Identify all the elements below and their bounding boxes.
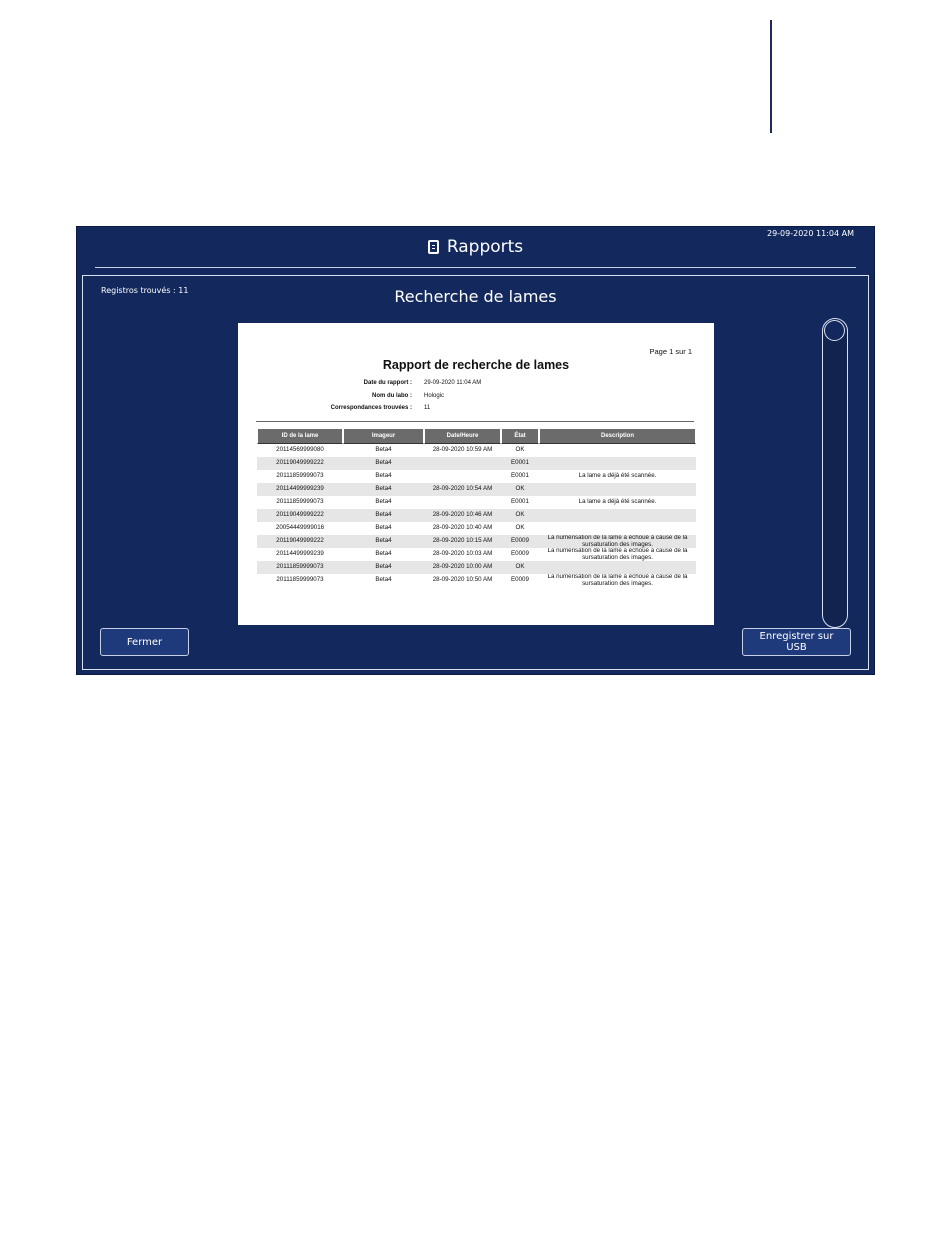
table-cell: 28-09-2020 10:40 AM: [424, 522, 501, 535]
table-cell: Beta4: [343, 509, 424, 522]
table-cell: 28-09-2020 10:00 AM: [424, 561, 501, 574]
table-row: [257, 470, 696, 483]
table-cell: Beta4: [343, 470, 424, 483]
table-cell: Beta4: [343, 548, 424, 561]
column-header: Description: [539, 428, 696, 444]
document-icon: [428, 240, 439, 254]
table-row: [257, 483, 696, 496]
column-header: État: [501, 428, 539, 444]
table-cell: 20111859999073: [257, 574, 343, 587]
table-cell: OK: [501, 561, 539, 574]
table-cell: E0009: [501, 574, 539, 587]
table-row: [257, 535, 696, 548]
table-cell: 20054449999016: [257, 522, 343, 535]
header-datetime: 29-09-2020 11:04 AM: [766, 229, 854, 238]
table-cell: 20111859999073: [257, 470, 343, 483]
table-row: [257, 457, 696, 470]
table-cell: [539, 444, 696, 457]
table-cell: E0001: [501, 470, 539, 483]
table-cell: [424, 457, 501, 470]
meta-value: Hologic: [424, 393, 445, 399]
table-cell: 20119049999222: [257, 509, 343, 522]
table-row: [257, 574, 696, 587]
table-cell: [539, 561, 696, 574]
report-preview[interactable]: [238, 323, 714, 625]
table-cell: 20119049999222: [257, 535, 343, 548]
table-cell: La numérisation de la lame a échoué à cause de la sursaturation des images.: [539, 535, 696, 548]
table-cell: E0001: [501, 457, 539, 470]
close-button[interactable]: Fermer: [100, 628, 189, 656]
table-cell: 28-09-2020 10:46 AM: [424, 509, 501, 522]
header-title-group: [77, 237, 874, 257]
table-cell: Beta4: [343, 444, 424, 457]
search-panel: [82, 275, 869, 670]
table-cell: Beta4: [343, 496, 424, 509]
report-divider: [256, 421, 694, 422]
vertical-scrollbar[interactable]: [822, 318, 848, 628]
table-cell: Beta4: [343, 535, 424, 548]
table-cell: Beta4: [343, 522, 424, 535]
table-header-row: [257, 428, 696, 444]
table-cell: 28-09-2020 10:50 AM: [424, 574, 501, 587]
table-cell: [539, 509, 696, 522]
table-cell: 20111859999073: [257, 496, 343, 509]
table-cell: La lame a déjà été scannée.: [539, 470, 696, 483]
meta-value: 11: [424, 405, 431, 411]
meta-value: 29-09-2020 11:04 AM: [424, 380, 482, 386]
reports-screen: [76, 226, 875, 675]
table-cell: [424, 496, 501, 509]
meta-label: Correspondances trouvées :: [330, 405, 412, 411]
records-found: Registros trouvés : 11: [101, 286, 189, 295]
table-cell: La lame a déjà été scannée.: [539, 496, 696, 509]
table-cell: Beta4: [343, 561, 424, 574]
panel-title: Recherche de lames: [394, 287, 557, 306]
table-cell: OK: [501, 483, 539, 496]
table-cell: 28-09-2020 10:15 AM: [424, 535, 501, 548]
column-header: Date/Heure: [424, 428, 501, 444]
meta-label: Date du rapport :: [363, 380, 412, 386]
save-usb-button[interactable]: Enregistrer sur USB: [742, 628, 851, 656]
table-row: [257, 522, 696, 535]
report-meta-date: [298, 380, 538, 388]
table-cell: [539, 483, 696, 496]
table-row: [257, 561, 696, 574]
table-cell: La numérisation de la lame a échoué à cause de la sursaturation des images.: [539, 574, 696, 587]
meta-label: Nom du labo :: [372, 393, 412, 399]
column-header: ID de la lame: [257, 428, 343, 444]
scrollbar-thumb[interactable]: [824, 320, 845, 341]
header-divider: [95, 267, 856, 268]
table-cell: [539, 522, 696, 535]
table-cell: Beta4: [343, 574, 424, 587]
table-cell: [539, 457, 696, 470]
table-cell: 20114569999080: [257, 444, 343, 457]
table-cell: Beta4: [343, 483, 424, 496]
table-cell: 20119049999222: [257, 457, 343, 470]
table-cell: OK: [501, 522, 539, 535]
report-meta-matches: [298, 405, 538, 413]
table-cell: 28-09-2020 10:54 AM: [424, 483, 501, 496]
table-row: [257, 444, 696, 457]
table-cell: E0009: [501, 548, 539, 561]
table-cell: 20114499999239: [257, 483, 343, 496]
table-cell: 28-09-2020 10:03 AM: [424, 548, 501, 561]
page-margin-rule: [770, 20, 772, 133]
table-cell: 28-09-2020 10:59 AM: [424, 444, 501, 457]
table-cell: 20111859999073: [257, 561, 343, 574]
column-header: Imageur: [343, 428, 424, 444]
table-row: [257, 509, 696, 522]
report-page-number: Page 1 sur 1: [649, 347, 692, 356]
header: [77, 227, 874, 269]
table-body: [257, 444, 696, 587]
table-cell: La numérisation de la lame a échoué à cause de la sursaturation des images.: [539, 548, 696, 561]
table-cell: OK: [501, 509, 539, 522]
report-meta-lab: [298, 393, 538, 401]
table-cell: E0001: [501, 496, 539, 509]
table-cell: 20114499999239: [257, 548, 343, 561]
report-table: [257, 428, 696, 587]
table-row: [257, 496, 696, 509]
table-cell: OK: [501, 444, 539, 457]
table-cell: Beta4: [343, 457, 424, 470]
table-cell: E0009: [501, 535, 539, 548]
report-title: Rapport de recherche de lames: [382, 358, 570, 372]
table-cell: [424, 470, 501, 483]
header-title: Rapports: [446, 237, 524, 257]
table-row: [257, 548, 696, 561]
